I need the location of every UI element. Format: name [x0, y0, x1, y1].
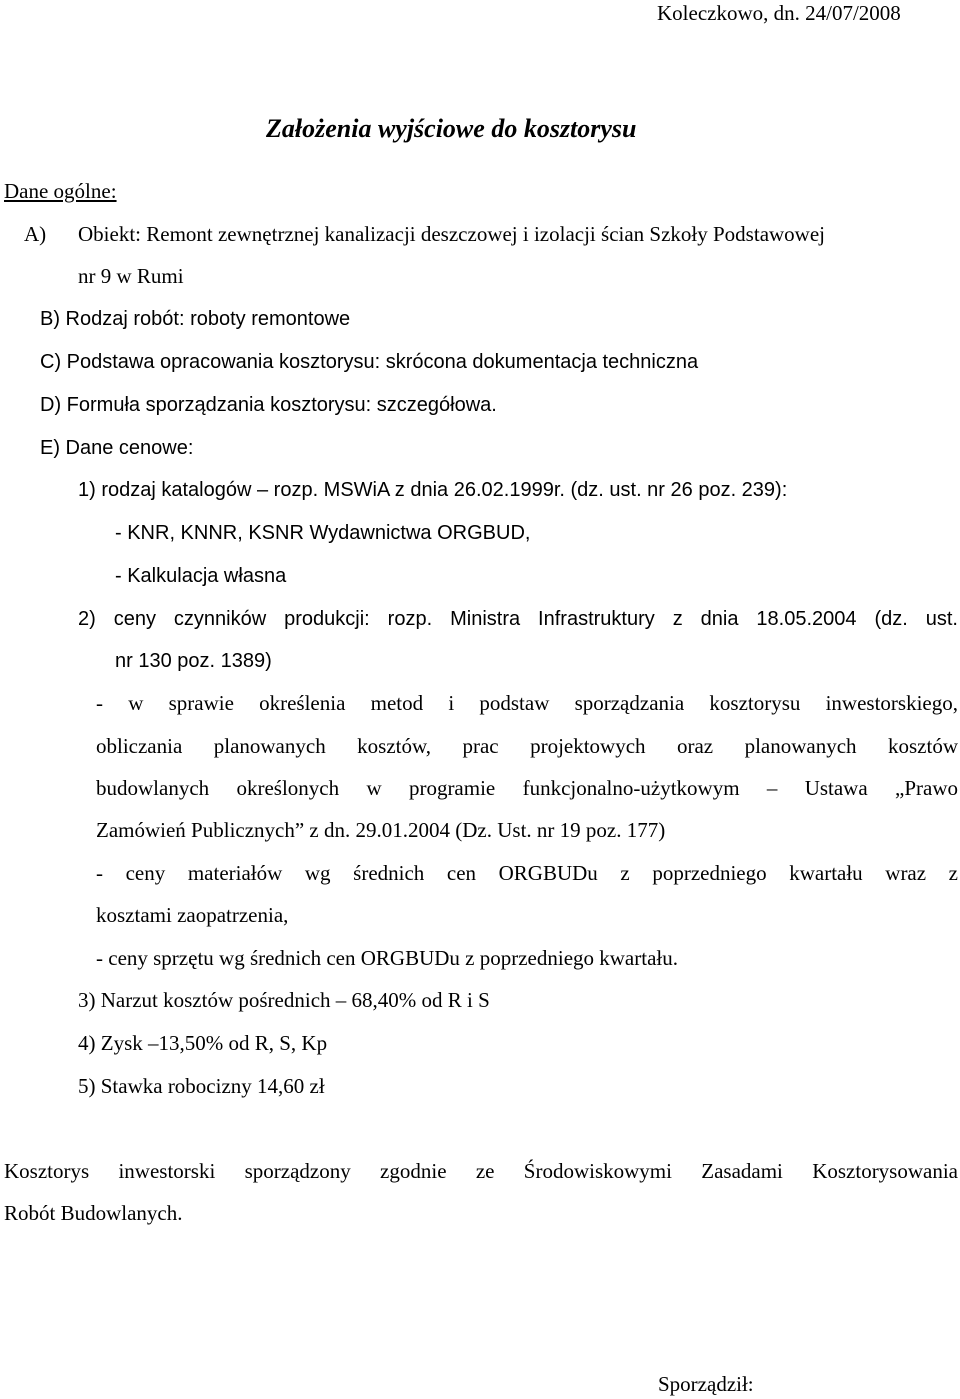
- item-a-text-cont: nr 9 w Rumi: [78, 264, 184, 288]
- item-a-text: Obiekt: Remont zewnętrznej kanalizacji deszczowej i izolacji ścian Szkoły Podstawowej: [78, 222, 825, 246]
- price-item-2-a-line-4: Zamówień Publicznych” z dn. 29.01.2004 (Dz. Ust. nr 19 poz. 177): [96, 818, 666, 842]
- price-item-2-a-line-2: obliczania planowanych kosztów, prac projektowych oraz planowanych kosztów: [96, 734, 958, 758]
- item-d: D) Formuła sporządzania kosztorysu: szczegółowa.: [40, 394, 497, 416]
- price-item-1-own: - Kalkulacja własna: [115, 565, 287, 587]
- signature-label: Sporządził:: [658, 1372, 754, 1396]
- price-item-1-knr: - KNR, KNNR, KSNR Wydawnictwa ORGBUD,: [115, 522, 531, 544]
- price-item-4: 4) Zysk –13,50% od R, S, Kp: [78, 1031, 328, 1055]
- item-b: B) Rodzaj robót: roboty remontowe: [40, 308, 351, 330]
- general-heading: Dane ogólne:: [4, 179, 117, 203]
- closing-statement: Kosztorys inwestorski sporządzony zgodnie ze Środowiskowymi Zasadami Kosztorysowania: [4, 1159, 958, 1183]
- price-item-5: 5) Stawka robocizny 14,60 zł: [78, 1074, 325, 1098]
- price-item-2-cont: nr 130 poz. 1389): [115, 650, 272, 672]
- closing-statement-cont: Robót Budowlanych.: [4, 1201, 183, 1225]
- price-item-2-c: - ceny sprzętu wg średnich cen ORGBUDu z poprzedniego kwartału.: [96, 946, 678, 970]
- price-item-2-b-line-2: kosztami zaopatrzenia,: [96, 903, 289, 927]
- price-item-2: 2) ceny czynników produkcji: rozp. Ministra Infrastruktury z dnia 18.05.2004 (dz. ust.: [78, 608, 958, 630]
- price-item-2-a-line-1: - w sprawie określenia metod i podstaw sporządzania kosztorysu inwestorskiego,: [96, 691, 958, 715]
- price-item-2-a-line-3: budowlanych określonych w programie funkcjonalno-użytkowym – Ustawa „Prawo: [96, 776, 958, 800]
- item-e: E) Dane cenowe:: [40, 437, 194, 459]
- place-date: Koleczkowo, dn. 24/07/2008: [657, 1, 901, 25]
- item-a-marker: A): [24, 222, 47, 246]
- document-title: Założenia wyjściowe do kosztorysu: [266, 114, 637, 143]
- item-c: C) Podstawa opracowania kosztorysu: skrócona dokumentacja techniczna: [40, 351, 699, 373]
- price-item-2-b-line-1: - ceny materiałów wg średnich cen ORGBUDu z poprzedniego kwartału wraz z: [96, 861, 958, 885]
- price-item-3: 3) Narzut kosztów pośrednich – 68,40% od R i S: [78, 988, 490, 1012]
- price-item-1: 1) rodzaj katalogów – rozp. MSWiA z dnia 26.02.1999r. (dz. ust. nr 26 poz. 239):: [78, 479, 788, 501]
